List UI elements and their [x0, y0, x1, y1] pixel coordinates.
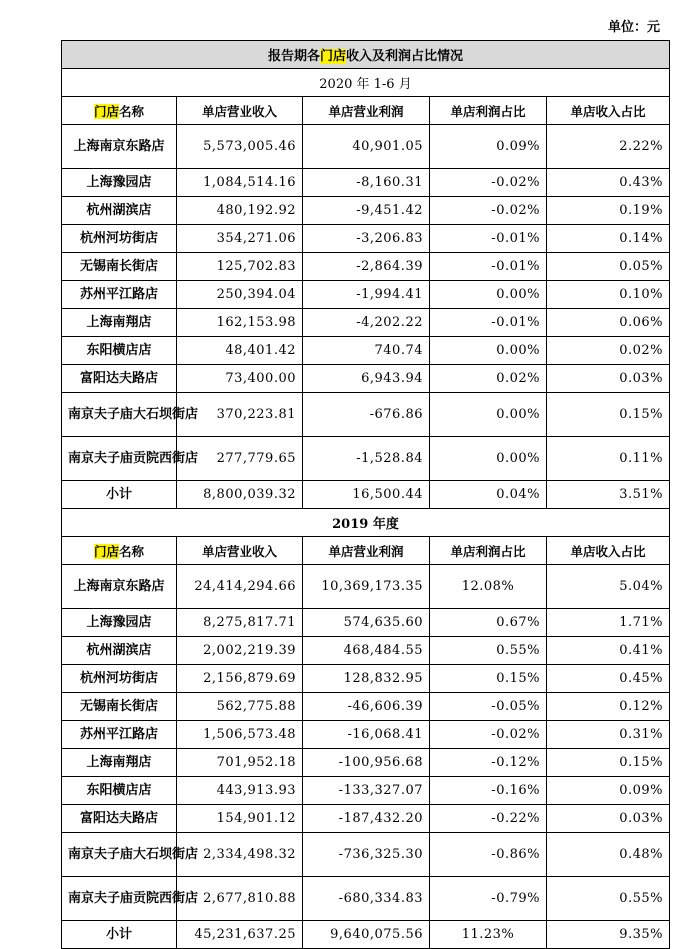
- table-row: [62, 393, 670, 437]
- revenue-share-cell: 0.03%: [547, 805, 670, 833]
- revenue-cell: 1,506,573.48: [177, 721, 303, 749]
- revenue-cell: 562,775.88: [177, 693, 303, 721]
- period-row: [62, 69, 670, 97]
- store-name: 上海南京东路店: [62, 125, 177, 169]
- table-row: [62, 281, 670, 309]
- subtotal-label: 小计: [62, 921, 177, 949]
- store-name: 上海豫园店: [62, 169, 177, 197]
- profit-cell: 16,500.44: [303, 481, 430, 509]
- profit-cell: -3,206.83: [303, 225, 430, 253]
- revenue-cell: 5,573,005.46: [177, 125, 303, 169]
- revenue-cell: 250,394.04: [177, 281, 303, 309]
- subtotal-row: [62, 481, 670, 509]
- table-title: 报告期各门店收入及利润占比情况: [62, 41, 670, 69]
- profit-cell: 740.74: [303, 337, 430, 365]
- header-row: [62, 97, 670, 125]
- revenue-share-cell: 0.09%: [547, 777, 670, 805]
- table-row: [62, 225, 670, 253]
- store-name: 东阳横店店: [62, 337, 177, 365]
- profit-cell: 574,635.60: [303, 609, 430, 637]
- store-name: 上海豫园店: [62, 609, 177, 637]
- revenue-cell: 8,275,817.71: [177, 609, 303, 637]
- profit-share-cell: -0.01%: [430, 225, 547, 253]
- header-store-name: 门店名称: [62, 97, 177, 125]
- table-row: [62, 721, 670, 749]
- period-label: 2020 年 1-6 月: [62, 69, 670, 97]
- profit-share-cell: -0.16%: [430, 777, 547, 805]
- profit-share-cell: -0.22%: [430, 805, 547, 833]
- header-revenue-share: 单店收入占比: [547, 537, 670, 565]
- revenue-share-cell: 5.04%: [547, 565, 670, 609]
- revenue-share-cell: 0.11%: [547, 437, 670, 481]
- revenue-share-cell: 3.51%: [547, 481, 670, 509]
- revenue-share-cell: 2.22%: [547, 125, 670, 169]
- revenue-share-cell: 0.45%: [547, 665, 670, 693]
- profit-cell: -133,327.07: [303, 777, 430, 805]
- store-name: 上海南翔店: [62, 749, 177, 777]
- table-row: [62, 565, 670, 609]
- revenue-cell: 1,084,514.16: [177, 169, 303, 197]
- header-profit-share: 单店利润占比: [430, 97, 547, 125]
- profit-cell: -2,864.39: [303, 253, 430, 281]
- profit-cell: -1,994.41: [303, 281, 430, 309]
- revenue-cell: 2,334,498.32: [177, 833, 303, 877]
- store-name: 杭州河坊街店: [62, 225, 177, 253]
- store-name: 南京夫子庙贡院西街店: [62, 437, 177, 481]
- table-row: [62, 637, 670, 665]
- store-name: 苏州平江路店: [62, 721, 177, 749]
- revenue-cell: 2,002,219.39: [177, 637, 303, 665]
- profit-share-cell: 12.08%: [430, 565, 547, 609]
- header-profit-share: 单店利润占比: [430, 537, 547, 565]
- revenue-share-cell: 9.35%: [547, 921, 670, 949]
- revenue-cell: 443,913.93: [177, 777, 303, 805]
- profit-share-cell: 0.04%: [430, 481, 547, 509]
- table-row: [62, 125, 670, 169]
- revenue-share-cell: 0.41%: [547, 637, 670, 665]
- revenue-cell: 48,401.42: [177, 337, 303, 365]
- header-profit: 单店营业利润: [303, 97, 430, 125]
- table-row: [62, 337, 670, 365]
- revenue-cell: 162,153.98: [177, 309, 303, 337]
- revenue-cell: 2,156,879.69: [177, 665, 303, 693]
- revenue-cell: 24,414,294.66: [177, 565, 303, 609]
- table-row: [62, 693, 670, 721]
- revenue-share-cell: 0.12%: [547, 693, 670, 721]
- table-row: [62, 877, 670, 921]
- profit-cell: 10,369,173.35: [303, 565, 430, 609]
- table-row: [62, 749, 670, 777]
- profit-cell: 9,640,075.56: [303, 921, 430, 949]
- unit-label: 单位：元: [607, 20, 660, 35]
- store-name: 无锡南长街店: [62, 253, 177, 281]
- store-name: 杭州河坊街店: [62, 665, 177, 693]
- profit-cell: -676.86: [303, 393, 430, 437]
- profit-share-cell: 0.67%: [430, 609, 547, 637]
- store-name: 富阳达夫路店: [62, 805, 177, 833]
- profit-cell: 468,484.55: [303, 637, 430, 665]
- revenue-share-cell: 0.03%: [547, 365, 670, 393]
- header-row: [62, 537, 670, 565]
- store-name: 杭州湖滨店: [62, 197, 177, 225]
- profit-share-cell: 11.23%: [430, 921, 547, 949]
- profit-cell: -16,068.41: [303, 721, 430, 749]
- store-name: 南京夫子庙贡院西街店: [62, 877, 177, 921]
- revenue-cell: 480,192.92: [177, 197, 303, 225]
- store-name: 上海南京东路店: [62, 565, 177, 609]
- subtotal-row: [62, 921, 670, 949]
- subtotal-label: 小计: [62, 481, 177, 509]
- store-name: 无锡南长街店: [62, 693, 177, 721]
- table-row: [62, 169, 670, 197]
- table-row: [62, 777, 670, 805]
- profit-cell: -736,325.30: [303, 833, 430, 877]
- profit-cell: -9,451.42: [303, 197, 430, 225]
- revenue-cell: 73,400.00: [177, 365, 303, 393]
- header-revenue: 单店营业收入: [177, 97, 303, 125]
- table-row: [62, 437, 670, 481]
- profit-share-cell: 0.00%: [430, 393, 547, 437]
- revenue-cell: 701,952.18: [177, 749, 303, 777]
- store-name: 杭州湖滨店: [62, 637, 177, 665]
- header-profit: 单店营业利润: [303, 537, 430, 565]
- header-revenue: 单店营业收入: [177, 537, 303, 565]
- store-name: 苏州平江路店: [62, 281, 177, 309]
- profit-cell: -46,606.39: [303, 693, 430, 721]
- revenue-share-cell: 0.02%: [547, 337, 670, 365]
- profit-cell: 40,901.05: [303, 125, 430, 169]
- store-name: 东阳横店店: [62, 777, 177, 805]
- table-row: [62, 609, 670, 637]
- title-highlight: 门店: [319, 49, 346, 64]
- profit-cell: 6,943.94: [303, 365, 430, 393]
- revenue-share-cell: 0.43%: [547, 169, 670, 197]
- profit-cell: -100,956.68: [303, 749, 430, 777]
- profit-share-cell: 0.00%: [430, 337, 547, 365]
- profit-share-cell: -0.02%: [430, 721, 547, 749]
- profit-share-cell: -0.86%: [430, 833, 547, 877]
- store-name: 南京夫子庙大石坝街店: [62, 393, 177, 437]
- profit-share-cell: 0.02%: [430, 365, 547, 393]
- profit-cell: -1,528.84: [303, 437, 430, 481]
- revenue-share-cell: 1.71%: [547, 609, 670, 637]
- table-row: [62, 833, 670, 877]
- revenue-share-cell: 0.10%: [547, 281, 670, 309]
- period-label: 2019 年度: [62, 509, 670, 537]
- revenue-cell: 2,677,810.88: [177, 877, 303, 921]
- store-name: 南京夫子庙大石坝街店: [62, 833, 177, 877]
- store-name: 上海南翔店: [62, 309, 177, 337]
- revenue-cell: 354,271.06: [177, 225, 303, 253]
- period-row: [62, 509, 670, 537]
- profit-share-cell: 0.00%: [430, 437, 547, 481]
- profit-cell: -8,160.31: [303, 169, 430, 197]
- table-row: [62, 197, 670, 225]
- profit-share-cell: -0.12%: [430, 749, 547, 777]
- profit-share-cell: 0.55%: [430, 637, 547, 665]
- profit-cell: 128,832.95: [303, 665, 430, 693]
- revenue-share-cell: 0.19%: [547, 197, 670, 225]
- table-row: [62, 365, 670, 393]
- profit-share-cell: 0.15%: [430, 665, 547, 693]
- profit-share-cell: 0.09%: [430, 125, 547, 169]
- profit-share-cell: -0.79%: [430, 877, 547, 921]
- revenue-cell: 8,800,039.32: [177, 481, 303, 509]
- revenue-share-cell: 0.14%: [547, 225, 670, 253]
- revenue-share-cell: 0.05%: [547, 253, 670, 281]
- revenue-share-cell: 0.48%: [547, 833, 670, 877]
- table-title-row: [62, 41, 670, 69]
- revenue-cell: 45,231,637.25: [177, 921, 303, 949]
- revenue-cell: 125,702.83: [177, 253, 303, 281]
- store-name: 富阳达夫路店: [62, 365, 177, 393]
- table-row: [62, 309, 670, 337]
- profit-share-cell: 0.00%: [430, 281, 547, 309]
- profit-share-cell: -0.02%: [430, 197, 547, 225]
- profit-cell: -680,334.83: [303, 877, 430, 921]
- revenue-cell: 370,223.81: [177, 393, 303, 437]
- profit-share-cell: -0.05%: [430, 693, 547, 721]
- revenue-share-cell: 0.15%: [547, 749, 670, 777]
- header-revenue-share: 单店收入占比: [547, 97, 670, 125]
- profit-share-cell: -0.01%: [430, 253, 547, 281]
- revenue-share-cell: 0.31%: [547, 721, 670, 749]
- profit-cell: -187,432.20: [303, 805, 430, 833]
- table-row: [62, 253, 670, 281]
- revenue-share-cell: 0.15%: [547, 393, 670, 437]
- revenue-cell: 277,779.65: [177, 437, 303, 481]
- header-store-name: 门店名称: [62, 537, 177, 565]
- profit-share-cell: -0.02%: [430, 169, 547, 197]
- table-row: [62, 805, 670, 833]
- revenue-cell: 154,901.12: [177, 805, 303, 833]
- revenue-share-cell: 0.55%: [547, 877, 670, 921]
- table-row: [62, 665, 670, 693]
- profit-share-cell: -0.01%: [430, 309, 547, 337]
- revenue-share-cell: 0.06%: [547, 309, 670, 337]
- store-revenue-profit-table: [61, 40, 670, 949]
- profit-cell: -4,202.22: [303, 309, 430, 337]
